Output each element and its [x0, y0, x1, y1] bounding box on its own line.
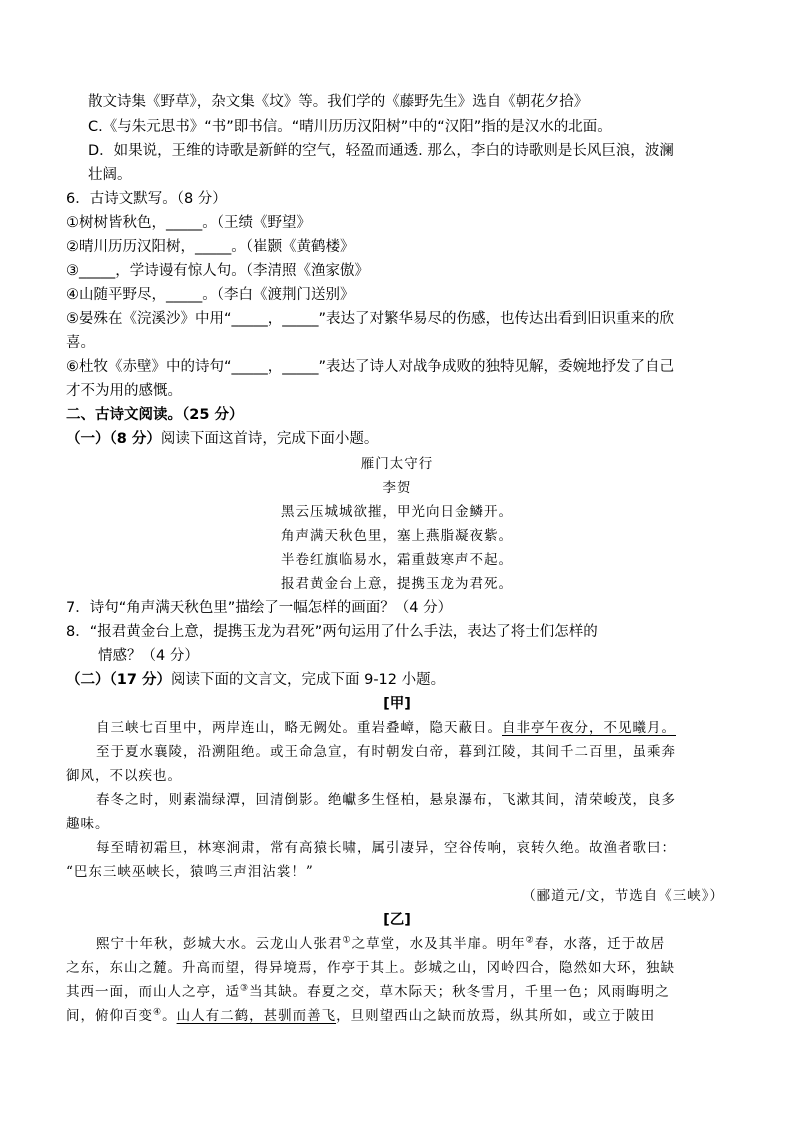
part2-heading [66, 670, 445, 690]
option-c: C.《与朱元思书》“书”即书信。“晴川历历汉阳树”中的“汉阳”指的是汉水的北面。 [88, 119, 612, 135]
q6-item-1: ①树树皆秋色，_____。（王绩《野望》 [66, 215, 311, 231]
yi-line4-b: 。 [162, 1008, 177, 1024]
jia-p3-line2: 趣味。 [66, 816, 110, 832]
yi-line1 [96, 934, 665, 954]
q6-item-6: ⑥杜牧《赤壁》中的诗句“_____，_____”表达了诗人对战争成败的独特见解，委婉地抒发了自己 [66, 359, 675, 375]
poem-title: 雁门太守行 [360, 456, 434, 472]
jia-p1 [96, 718, 676, 738]
poem-author: 李贺 [382, 480, 412, 496]
poem-line-2: 角声满天秋色里，塞上燕脂凝夜紫。 [281, 528, 513, 544]
part2-instruction: 阅读下面的文言文，完成下面 9-12 小题。 [170, 672, 446, 688]
yi-line4-underlined: 山人有二鹤，甚驯而善飞 [176, 1008, 337, 1024]
yi-line1-c: 春，水落，迁于故居 [534, 936, 666, 952]
q6-item-3: ③_____，学诗谩有惊人句。（李清照《渔家傲》 [66, 263, 369, 279]
part2-score: （二）（17 分） [66, 672, 171, 688]
poem-line-3: 半卷红旗临易水，霜重鼓寒声不起。 [281, 552, 513, 568]
q6-item-5: ⑤晏殊在《浣溪沙》中用“_____，_____”表达了对繁华易尽的伤感，也传达出看到旧识重来的欣 [66, 311, 675, 327]
jia-heading: [甲] [383, 696, 411, 712]
jia-p4-line1: 每至晴初霜旦，林寒涧肃，常有高猿长啸，属引凄异，空谷传响，哀转久绝。故渔者歌曰： [96, 840, 676, 856]
part1-score: （一）（8 分） [66, 431, 161, 447]
q6-item-2: ②晴川历历汉阳树，_____。（崔颢《黄鹤楼》 [66, 239, 355, 255]
jia-source: （郦道元/文，节选自《三峡》） [522, 888, 724, 904]
q6-item-5-cont: 喜。 [66, 335, 95, 351]
jia-p4-line2: “巴东三峡巫峡长，猿鸣三声泪沾裳！” [66, 864, 314, 880]
q6-item-4: ④山随平野尽，_____。（李白《渡荆门送别》 [66, 287, 355, 303]
jia-p3-line1: 春冬之时，则素湍绿潭，回清倒影。绝巘多生怪柏，悬泉瀑布，飞漱其间，清荣峻茂，良多 [96, 792, 676, 808]
footnote-marker-1: ① [342, 935, 352, 946]
footnote-marker-3: ③ [240, 983, 250, 994]
jia-p1-underlined: 自非亭午夜分，不见曦月。 [502, 720, 676, 736]
yi-line4-c: ，旦则望西山之缺而放焉，纵其所如，或立于陂田 [336, 1008, 656, 1024]
option-d-line1: D．如果说，王维的诗歌是新鲜的空气，轻盈而通透. 那么，李白的诗歌则是长风巨浪，波澜 [88, 143, 674, 159]
q6-item-6-cont: 才不为用的感慨。 [66, 383, 182, 399]
yi-line3 [66, 982, 670, 1002]
poem-line-1: 黑云压城城欲摧，甲光向日金鳞开。 [281, 504, 513, 520]
section2-title: 二、古诗文阅读。（25 分） [66, 407, 244, 423]
option-d-line2: 壮阔。 [88, 167, 132, 183]
footnote-marker-4: ④ [153, 1007, 163, 1018]
jia-p2-line1: 至于夏水襄陵，沿溯阻绝。或王命急宣，有时朝发白帝，暮到江陵，其间千二百里，虽乘奔 [96, 744, 676, 760]
q8-line2: 情感？（4 分） [98, 648, 199, 664]
q6-title: 6．古诗文默写。（8 分） [66, 191, 227, 207]
part1-instruction: 阅读下面这首诗，完成下面小题。 [160, 431, 379, 447]
yi-line2: 之东，东山之麓。升高而望，得异境焉，作亭于其上。彭城之山，冈岭四合，隐然如大环，独缺 [66, 960, 675, 976]
part1-heading [66, 429, 378, 449]
yi-line4 [66, 1006, 655, 1026]
q7: 7．诗句“角声满天秋色里”描绘了一幅怎样的画面？（4 分） [66, 600, 453, 616]
yi-line3-b: 当其缺。春夏之交，草木际天；秋冬雪月，千里一色；风雨晦明之 [249, 984, 670, 1000]
yi-heading: [乙] [383, 912, 411, 928]
poem-line-4: 报君黄金台上意，提携玉龙为君死。 [281, 576, 513, 592]
footnote-marker-2: ② [525, 935, 535, 946]
yi-line1-b: 之草堂，水及其半扉。明年 [351, 936, 526, 952]
q8-line1: 8．“报君黄金台上意，提携玉龙为君死”两句运用了什么手法，表达了将士们怎样的 [66, 624, 598, 640]
yi-line4-a: 间，俯仰百变 [66, 1008, 153, 1024]
jia-p1-text: 自三峡七百里中，两岸连山，略无阙处。重岩叠嶂，隐天蔽日。 [96, 720, 502, 736]
yi-line3-a: 其西一面，而山人之亭，适 [66, 984, 240, 1000]
jia-p2-line2: 御风，不以疾也。 [66, 768, 182, 784]
yi-line1-a: 熙宁十年秋，彭城大水。云龙山人张君 [96, 936, 343, 952]
option-b-continuation: 散文诗集《野草》，杂文集《坟》等。我们学的《藤野先生》选自《朝花夕拾》 [88, 94, 589, 110]
